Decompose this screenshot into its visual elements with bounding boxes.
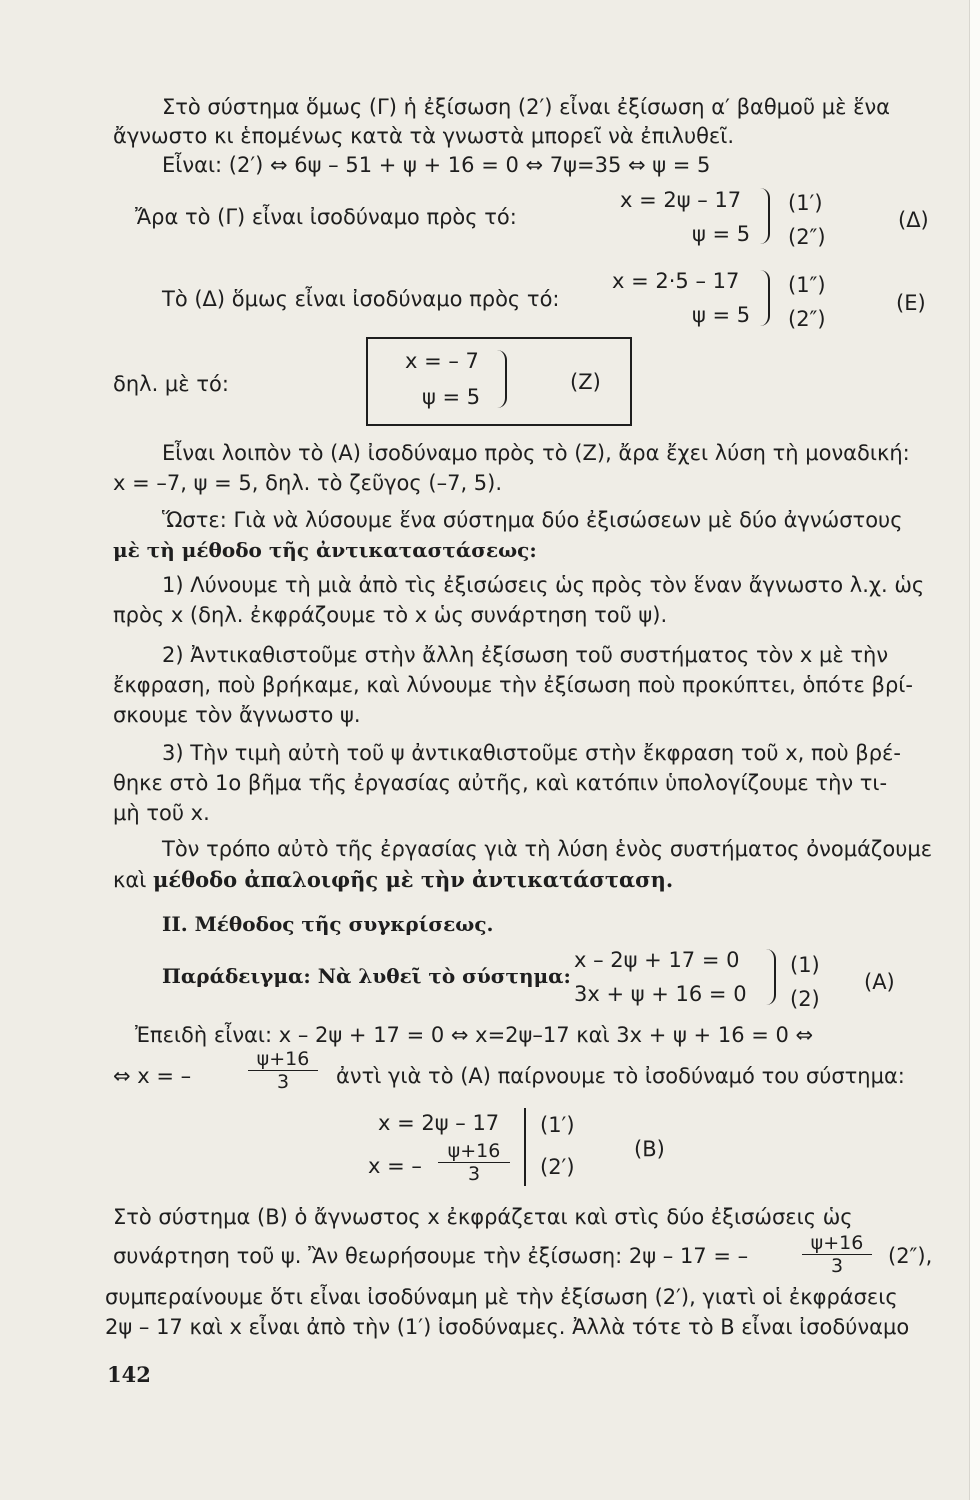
text-line: Εἶναι λοιπὸν τὸ (Α) ἰσοδύναμο πρὸς τὸ (Ζ), ἄρα ἔχει λύση τὴ μοναδική: bbox=[162, 441, 910, 465]
text-line: ⇔ x = – bbox=[113, 1064, 192, 1088]
equation-tag: (2) bbox=[790, 987, 820, 1011]
equation: ψ = 5 bbox=[422, 385, 481, 409]
equation-tag: (2′) bbox=[540, 1155, 575, 1179]
text-line: 1) Λύνουμε τὴ μιὰ ἀπὸ τὶς ἐξισώσεις ὡς πρὸς τὸν ἕναν ἄγνωστο λ.χ. ὡς bbox=[162, 573, 925, 597]
text-line: 2) Ἀντικαθιστοῦμε στὴν ἄλλη ἐξίσωση τοῦ συστήματος τὸν x μὲ τὴν bbox=[162, 643, 889, 667]
fraction bbox=[802, 1232, 872, 1277]
brace bbox=[495, 350, 507, 408]
text-line: Στὸ σύστημα (Β) ὁ ἄγνωστος x ἐκφράζεται καὶ στὶς δύο ἐξισώσεις ὡς bbox=[113, 1205, 853, 1229]
text-line bbox=[113, 867, 673, 893]
text-line: πρὸς x (δηλ. ἐκφράζουμε τὸ x ὡς συνάρτηση τοῦ ψ). bbox=[113, 603, 668, 627]
equation: 3x + ψ + 16 = 0 bbox=[574, 982, 747, 1006]
fraction-denominator: 3 bbox=[438, 1162, 510, 1185]
text-line: Τὸ (Δ) ὅμως εἶναι ἰσοδύναμο πρὸς τό: bbox=[162, 287, 560, 311]
equation-tag: (2″) bbox=[788, 307, 826, 331]
text-line: ἔκφραση, ποὺ βρήκαμε, καὶ λύνουμε τὴν ἐξίσωση ποὺ προκύπτει, ὁπότε βρί- bbox=[113, 673, 913, 697]
text-line: Ἄρα τὸ (Γ) εἶναι ἰσοδύναμο πρὸς τό: bbox=[135, 205, 517, 229]
fraction-numerator: ψ+16 bbox=[810, 1232, 864, 1254]
text-line: σκουμε τὸν ἄγνωστο ψ. bbox=[113, 703, 361, 727]
example-label: Παράδειγμα: Νὰ λυθεῖ τὸ σύστημα: bbox=[162, 964, 571, 988]
page-number: 142 bbox=[107, 1362, 151, 1387]
equation: x = 2ψ – 17 bbox=[620, 188, 742, 212]
equation: ψ = 5 bbox=[692, 222, 751, 246]
system-label: (Ζ) bbox=[570, 370, 601, 394]
equation-tag: (1) bbox=[790, 953, 820, 977]
system-bar bbox=[524, 1108, 526, 1186]
text-line: ἀντὶ γιὰ τὸ (Α) παίρνουμε τὸ ἰσοδύναμό του σύστημα: bbox=[336, 1064, 905, 1088]
equation: x – 2ψ + 17 = 0 bbox=[574, 948, 740, 972]
bold-term: μέθοδο ἀπαλοιφῆς μὲ τὴν ἀντικατάσταση. bbox=[153, 867, 674, 892]
fraction-numerator: ψ+16 bbox=[447, 1140, 501, 1162]
text-line: Ἐπειδὴ εἶναι: x – 2ψ + 17 = 0 ⇔ x=2ψ–17 καὶ 3x + ψ + 16 = 0 ⇔ bbox=[135, 1023, 814, 1047]
fraction-denominator: 3 bbox=[248, 1070, 318, 1093]
fraction bbox=[438, 1140, 510, 1185]
text-line: συμπεραίνουμε ὅτι εἶναι ἰσοδύναμη μὲ τὴν ἐξίσωση (2′), γιατὶ οἱ ἐκφράσεις bbox=[105, 1285, 898, 1309]
system-label: (Β) bbox=[634, 1137, 665, 1161]
brace bbox=[758, 188, 770, 244]
text-line: θηκε στὸ 1ο βῆμα τῆς ἐργασίας αὐτῆς, καὶ κατόπιν ὑπολογίζουμε τὴν τι- bbox=[113, 771, 888, 795]
text-line: 2ψ – 17 καὶ x εἶναι ἀπὸ τὴν (1′) ἰσοδύναμες. Ἀλλὰ τότε τὸ Β εἶναι ἰσοδύναμο bbox=[105, 1315, 910, 1339]
system-label: (Δ) bbox=[898, 208, 929, 232]
text-fragment: καὶ bbox=[113, 868, 147, 892]
equation-tag: (1′) bbox=[788, 191, 823, 215]
text-line: μὲ τὴ μέθοδο τῆς ἀντικαταστάσεως: bbox=[113, 538, 537, 562]
fraction-numerator: ψ+16 bbox=[256, 1048, 310, 1070]
text-line: 3) Τὴν τιμὴ αὐτὴ τοῦ ψ ἀντικαθιστοῦμε στὴν ἔκφραση τοῦ x, ποὺ βρέ- bbox=[162, 741, 901, 765]
equation-tag: (1′) bbox=[540, 1113, 575, 1137]
equation-tag: (2″) bbox=[788, 225, 826, 249]
text-line: Εἶναι: (2′) ⇔ 6ψ – 51 + ψ + 16 = 0 ⇔ 7ψ=35 ⇔ ψ = 5 bbox=[162, 153, 711, 177]
brace bbox=[764, 949, 776, 1005]
equation: x = – 7 bbox=[405, 349, 479, 373]
text-line: Ὥστε: Γιὰ νὰ λύσουμε ἕνα σύστημα δύο ἐξισώσεων μὲ δύο ἀγνώστους bbox=[162, 508, 903, 532]
page-edge bbox=[969, 0, 980, 1500]
text-line: (2″), bbox=[888, 1244, 933, 1268]
text-line: Στὸ σύστημα ὅμως (Γ) ἡ ἐξίσωση (2′) εἶναι ἐξίσωση α′ βαθμοῦ μὲ ἕνα bbox=[162, 95, 891, 119]
equation: x = – bbox=[368, 1154, 422, 1178]
equation: ψ = 5 bbox=[692, 303, 751, 327]
system-label: (Ε) bbox=[896, 291, 926, 315]
equation: x = 2ψ – 17 bbox=[378, 1111, 500, 1135]
text-line: x = –7, ψ = 5, δηλ. τὸ ζεῦγος (–7, 5). bbox=[113, 471, 503, 495]
fraction bbox=[248, 1048, 318, 1093]
equation-tag: (1″) bbox=[788, 273, 826, 297]
brace bbox=[758, 270, 770, 326]
text-line: ἄγνωστο κι ἑπομένως κατὰ τὰ γνωστὰ μπορεῖ νὰ ἐπιλυθεῖ. bbox=[113, 124, 735, 148]
fraction-denominator: 3 bbox=[802, 1254, 872, 1277]
text-line: δηλ. μὲ τό: bbox=[113, 372, 229, 396]
text-line: Τὸν τρόπο αὐτὸ τῆς ἐργασίας γιὰ τὴ λύση ἑνὸς συστήματος ὀνομάζουμε bbox=[162, 837, 933, 861]
text-line: συνάρτηση τοῦ ψ. Ἂν θεωρήσουμε τὴν ἐξίσωση: 2ψ – 17 = – bbox=[113, 1244, 749, 1268]
section-heading: ΙΙ. Μέθοδος τῆς συγκρίσεως. bbox=[162, 912, 494, 936]
system-label: (Α) bbox=[864, 970, 895, 994]
equation: x = 2·5 – 17 bbox=[612, 269, 740, 293]
text-line: μὴ τοῦ x. bbox=[113, 801, 210, 825]
